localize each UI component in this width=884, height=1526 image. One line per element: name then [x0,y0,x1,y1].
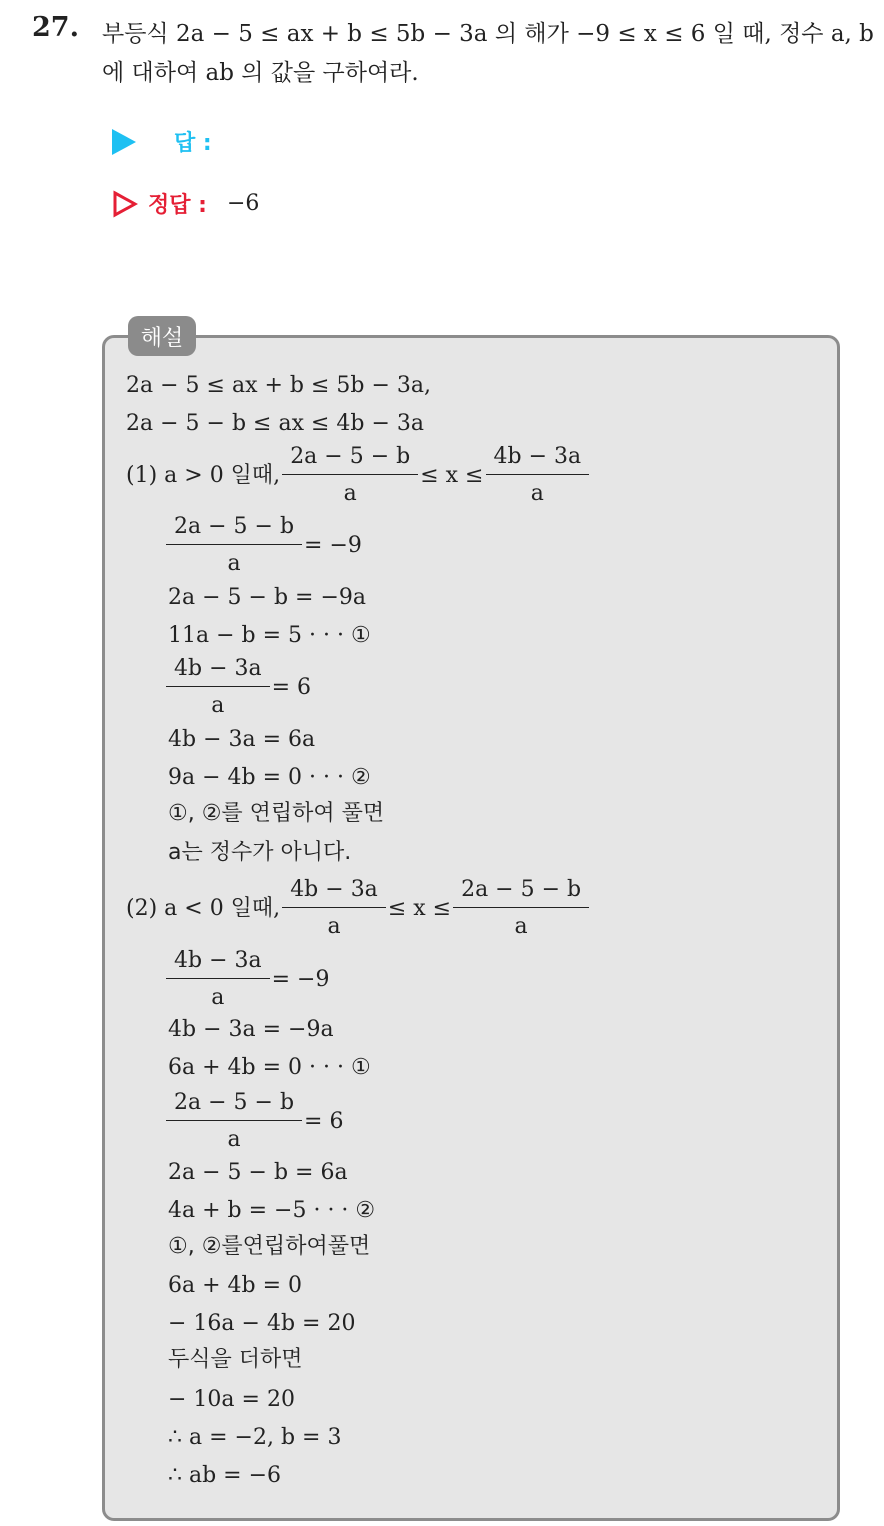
fraction [170,516,298,575]
question-text-line-2: 에 대하여 ab 의 값을 구하여라. [102,60,419,86]
fraction [286,446,414,505]
solution-line: 두식을 더하면 [168,1347,303,1372]
question-text-line-1: 부등식 2a − 5 ≤ ax + b ≤ 5b − 3a 의 해가 −9 ≤ x ≤ 6 일 때, 정수 a, b [102,21,874,47]
outline-triangle-icon [112,190,138,218]
fraction-denominator: a [166,544,302,575]
fraction-numerator: 2a − 5 − b [461,877,582,902]
inequality-sign: ≤ x ≤ [387,895,452,921]
solution-line: 4a + b = −5 · · · ② [168,1198,376,1223]
fraction-numerator: 4b − 3a [174,656,262,681]
solution-line: 11a − b = 5 · · · ① [168,623,371,648]
solution-line: − 10a = 20 [168,1387,295,1412]
solution-line: 2a − 5 − b = 6a [168,1160,348,1185]
fraction-denominator: a [166,1120,302,1151]
fraction [490,446,586,505]
solution-fraction-line [126,446,591,505]
fraction-numerator: 2a − 5 − b [174,514,295,539]
fraction-denominator: a [486,474,590,505]
fraction-numerator: 4b − 3a [174,948,262,973]
solution-fraction-line [164,516,362,575]
equation-rhs: = 6 [304,1108,344,1134]
play-triangle-icon [112,129,136,155]
equation-rhs: = −9 [271,966,330,992]
solution-line: 6a + 4b = 0 [168,1273,303,1298]
solution-line: a는 정수가 아니다. [168,840,352,865]
answer-label: 답 : [174,131,212,156]
fraction [170,1092,298,1151]
equation-rhs: = −9 [304,532,362,558]
solution-badge: 해설 [128,316,196,356]
solution-line: − 16a − 4b = 20 [168,1311,356,1336]
solution-fraction-line [164,1092,343,1151]
fraction [170,950,266,1009]
fraction-denominator: a [453,907,589,938]
solution-line: 6a + 4b = 0 · · · ① [168,1055,371,1080]
fraction-numerator: 4b − 3a [493,444,582,469]
solution-line: 4b − 3a = 6a [168,727,316,752]
correct-answer-row [112,188,259,219]
fraction [286,879,382,938]
question-number: 27. [32,12,79,43]
case-2-label: (2) a < 0 일때, [126,895,281,921]
fraction [170,658,266,717]
fraction-denominator: a [166,686,270,717]
fraction-numerator: 2a − 5 − b [174,1090,295,1115]
solution-line: 2a − 5 − b = −9a [168,585,366,610]
fraction [457,879,585,938]
fraction-denominator: a [166,978,270,1009]
solution-fraction-line [164,950,329,1009]
solution-line: ∴ a = −2, b = 3 [168,1425,342,1450]
fraction-numerator: 4b − 3a [290,877,378,902]
correct-answer-value: −6 [226,191,260,216]
answer-row [112,126,212,157]
fraction-numerator: 2a − 5 − b [290,444,411,469]
correct-answer-label: 정답 : [148,193,207,218]
solution-line: 9a − 4b = 0 · · · ② [168,765,371,790]
inequality-sign: ≤ x ≤ [420,462,484,488]
solution-line: 4b − 3a = −9a [168,1017,334,1042]
fraction-denominator: a [282,474,418,505]
fraction-denominator: a [282,907,386,938]
solution-line: ∴ ab = −6 [168,1463,282,1488]
solution-line: ①, ②를연립하여풀면 [168,1234,371,1259]
case-1-label: (1) a > 0 일때, [126,462,281,488]
solution-line: 2a − 5 − b ≤ ax ≤ 4b − 3a [126,411,425,436]
solution-line: 2a − 5 ≤ ax + b ≤ 5b − 3a, [126,373,432,398]
solution-fraction-line [164,658,311,717]
equation-rhs: = 6 [271,674,312,700]
solution-line: ①, ②를 연립하여 풀면 [168,801,385,826]
solution-fraction-line [126,879,591,938]
